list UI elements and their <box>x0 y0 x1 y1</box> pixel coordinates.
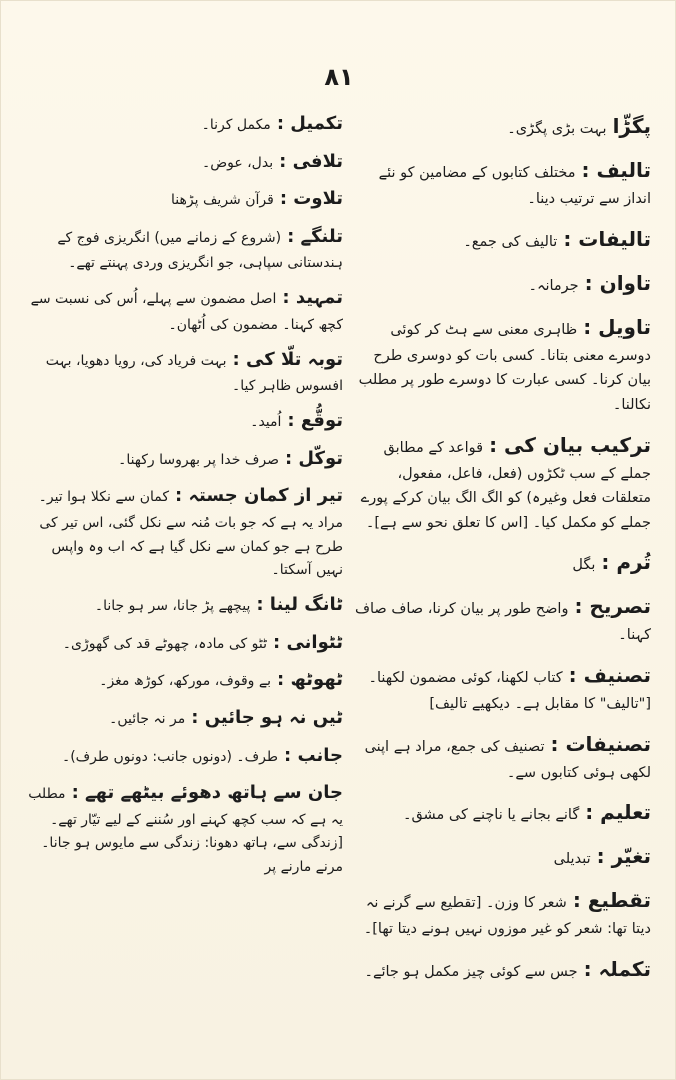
entry-term: توبہ تلّا کی : <box>232 348 343 370</box>
entry-definition: بدل، عوض۔ <box>202 154 274 171</box>
entry-term: توکّل : <box>284 447 343 469</box>
entry-term: تعلیم : <box>585 800 651 825</box>
entry-definition: قواعد کے مطابق جملے کے سب ٹکڑوں (فعل، فاعل، مفعول، متعلقات فعل وغیرہ) کو الگ الگ بیان کرکے پورے جملے کو مکمل کیا۔ [اس کا تعلق نحو سے ہے]۔ <box>360 439 651 531</box>
entry-definition: صرف خدا پر بھروسا رکھنا۔ <box>118 451 279 468</box>
glossary-entry <box>23 778 343 880</box>
entry-definition: تصنیف کی جمع، مراد ہے اپنی لکھی ہوئی کتابوں سے۔ <box>364 738 651 781</box>
entry-definition: بگل <box>572 557 596 574</box>
entry-definition: کمان سے نکلا ہوا تیر۔ مراد یہ ہے کہ جو بات مُنہ سے نکل گئی، اس تیر کی طرح ہے جو کمان سے نکل گیا ہے کہ اب وہ واپس نہیں آسکتا۔ <box>38 489 343 579</box>
entry-definition: شعر کا وزن۔ [تقطیع سے گرنے نہ دیتا تھا: شعر کو غیر موزوں نہیں ہونے دیتا تھا]۔ <box>363 895 651 938</box>
entry-definition: مطلب یہ ہے کہ سب کچھ کہنے اور سُننے کے لیے تیّار تھے۔ [زندگی سے، ہاتھ دھونا: زندگی سے مایوس ہو جانا۔ مرنے مارنے پر <box>28 786 343 876</box>
entry-definition: ظاہری معنی سے ہٹ کر کوئی دوسرے معنی بتانا۔ کسی بات کو دوسری طرح بیان کرنا۔ کسی عبارت کا دوسرے طور پر مطلب نکالنا۔ <box>358 321 651 413</box>
entry-term: تمہید : <box>282 287 343 309</box>
entry-term: تلاوت : <box>279 188 343 210</box>
entry-definition: بہت بڑی پگڑی۔ <box>507 121 607 137</box>
entry-definition: مر نہ جائیں۔ <box>109 710 186 727</box>
glossary-entry <box>23 147 343 178</box>
glossary-entry <box>351 883 651 942</box>
right-column <box>351 109 651 1049</box>
entry-definition: مکمل کرنا۔ <box>201 117 271 133</box>
entry-definition: طرف۔ (دونوں جانب: دونوں طرف)۔ <box>62 748 278 765</box>
entry-term: ٹھوٹھ : <box>277 669 343 691</box>
entry-term: تکملہ : <box>583 957 651 982</box>
glossary-entry <box>351 545 651 579</box>
glossary-entry <box>23 283 343 337</box>
glossary-entry <box>351 153 651 212</box>
glossary-entry <box>23 345 343 399</box>
entry-definition: اصل مضمون سے پہلے، اُس کی نسبت سے کچھ کہنا۔ مضمون کی اُٹھان۔ <box>30 291 343 333</box>
entry-term: ٹٹوانی : <box>273 631 343 653</box>
glossary-entry <box>23 444 343 475</box>
entry-term: جانب : <box>283 744 343 766</box>
glossary-entry <box>23 703 343 734</box>
glossary-entry <box>351 952 651 986</box>
glossary-entry <box>351 310 651 418</box>
glossary-entry <box>23 665 343 696</box>
entry-definition: مختلف کتابوں کے مضامین کو نئے انداز سے ترتیب دینا۔ <box>378 165 651 207</box>
entry-definition: جرمانہ۔ <box>528 277 579 294</box>
entry-definition: بہت فریاد کی، رویا دھویا، بہت افسوس ظاہر کیا۔ <box>45 352 343 395</box>
glossary-entry <box>351 727 651 786</box>
entry-term: تلنگے : <box>287 225 343 247</box>
entry-term: تیر از کمان جستہ : <box>175 485 343 507</box>
entry-term: تقطیع : <box>572 888 651 913</box>
entry-term: تصنیف : <box>568 663 651 688</box>
entry-term: ترکیب بیان کی : <box>489 432 651 457</box>
entry-term: ٹیں نہ ہو جائیں : <box>191 706 343 728</box>
entry-definition: کتاب لکھنا، کوئی مضمون لکھنا۔ ["تالیف" کا مقابل ہے۔ دیکھیے تالیف] <box>368 670 651 713</box>
glossary-entry <box>351 658 651 717</box>
entry-term: تکمیل : <box>276 113 343 134</box>
glossary-entry <box>351 266 651 300</box>
entry-term: ٹانگ لینا : <box>256 594 343 616</box>
glossary-entry <box>351 428 651 536</box>
entry-term: تصنیفات : <box>550 731 651 756</box>
entry-definition: واضح طور پر بیان کرنا، صاف صاف کہنا۔ <box>354 601 651 644</box>
left-column <box>23 109 343 1049</box>
glossary-entry <box>23 406 343 437</box>
entry-term: توقُّع : <box>287 409 343 431</box>
entry-term: تلافی : <box>279 150 343 172</box>
glossary-entry <box>351 589 651 648</box>
glossary-entry <box>23 481 343 583</box>
entry-definition: (شروع کے زمانے میں) انگریزی فوج کے ہندستانی سپاہی، جو انگریزی وردی پہنتے تھے۔ <box>57 229 343 272</box>
glossary-entry <box>351 839 651 873</box>
entry-term: تاویل : <box>583 314 651 339</box>
entry-definition: پیچھے پڑ جانا، سر ہو جانا۔ <box>94 598 251 615</box>
entry-term: جان سے ہاتھ دھوئے بیٹھے تھے : <box>71 782 343 804</box>
page-number: ۸۱ <box>324 63 354 91</box>
glossary-entry <box>23 628 343 659</box>
entry-definition: بے وقوف، مورکھ، کوڑھ مغز۔ <box>99 673 271 690</box>
glossary-entry <box>351 222 651 256</box>
glossary-entry <box>23 109 343 140</box>
entry-term: پگڑّا <box>612 114 651 138</box>
entry-definition: قرآن شریف پڑھنا <box>171 192 274 209</box>
entry-term: تالیفات : <box>563 226 651 251</box>
entry-definition: گانے بجانے یا ناچنے کی مشق۔ <box>402 807 580 824</box>
entry-definition: تالیف کی جمع۔ <box>463 233 558 250</box>
glossary-entry <box>351 109 651 143</box>
entry-definition: ٹٹو کی مادہ، چھوٹے قد کی گھوڑی۔ <box>62 635 267 652</box>
entry-definition: تبدیلی <box>553 851 591 868</box>
glossary-entry <box>23 222 343 276</box>
entry-term: تصریح : <box>574 594 651 619</box>
entry-term: تالیف : <box>581 158 651 182</box>
entry-definition: جس سے کوئی چیز مکمل ہو جائے۔ <box>364 964 578 981</box>
glossary-entry <box>351 795 651 829</box>
entry-term: تاوان : <box>584 270 651 295</box>
entry-definition: اُمید۔ <box>250 413 282 430</box>
glossary-entry <box>23 590 343 621</box>
entry-term: تغیّر : <box>596 844 651 869</box>
glossary-entry <box>23 741 343 772</box>
entry-term: تُرم : <box>601 550 651 575</box>
glossary-entry <box>23 184 343 215</box>
